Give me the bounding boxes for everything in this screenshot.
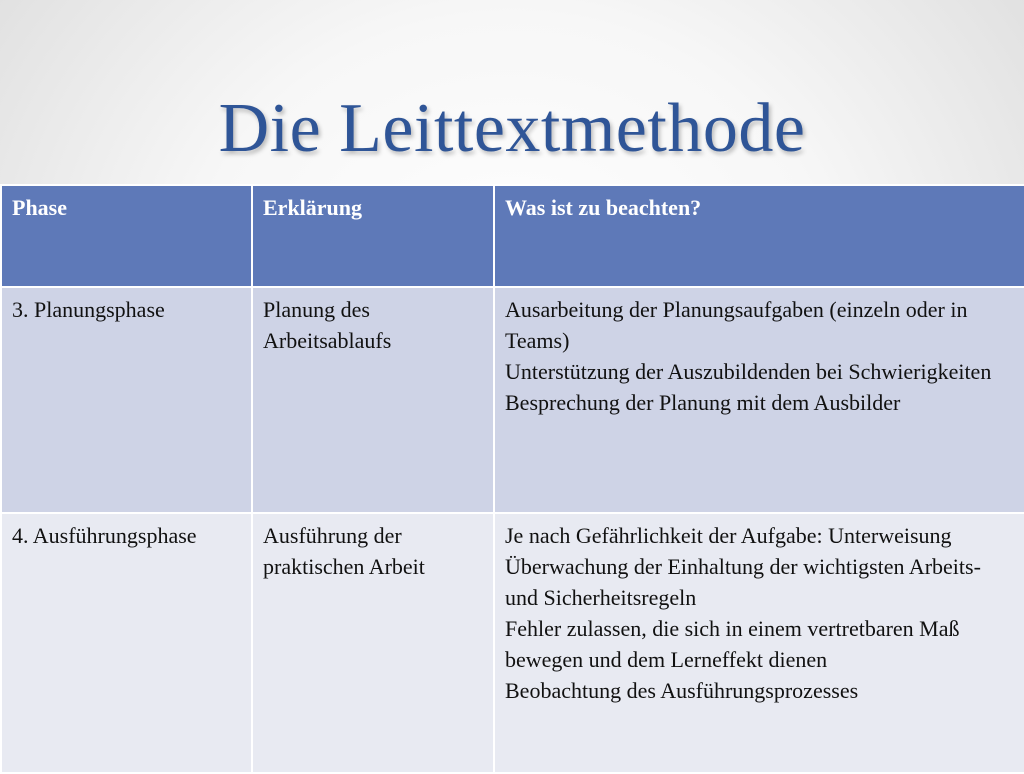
cell-beachten [494,513,1024,773]
cell-phase: 3. Planungsphase [1,287,252,513]
table-row [1,287,1024,513]
cell-beachten [494,287,1024,513]
beachten-item: Besprechung der Planung mit dem Ausbilder [505,390,901,415]
table-row [1,513,1024,773]
header-beachten: Was ist zu beachten? [494,185,1024,287]
beachten-item: Ausarbeitung der Planungsaufgaben (einzeln oder in Teams) [505,297,968,353]
header-phase: Phase [1,185,252,287]
cell-erklaerung: Planung des Arbeitsablaufs [252,287,494,513]
header-erklaerung: Erklärung [252,185,494,287]
beachten-item: Unterstützung der Auszubildenden bei Schwierigkeiten [505,359,992,384]
slide-title: Die Leittextmethode [218,90,806,167]
beachten-item: Fehler zulassen, die sich in einem vertretbaren Maß bewegen und dem Lerneffekt dienen [505,616,960,672]
table-header-row [1,185,1024,287]
cell-phase: 4. Ausführungsphase [1,513,252,773]
beachten-item: Überwachung der Einhaltung der wichtigsten Arbeits- und Sicherheitsregeln [505,554,981,610]
beachten-item: Je nach Gefährlichkeit der Aufgabe: Unterweisung [505,523,952,548]
phase-table [0,184,1024,774]
beachten-item: Beobachtung des Ausführungsprozesses [505,678,859,703]
cell-erklaerung: Ausführung der praktischen Arbeit [252,513,494,773]
